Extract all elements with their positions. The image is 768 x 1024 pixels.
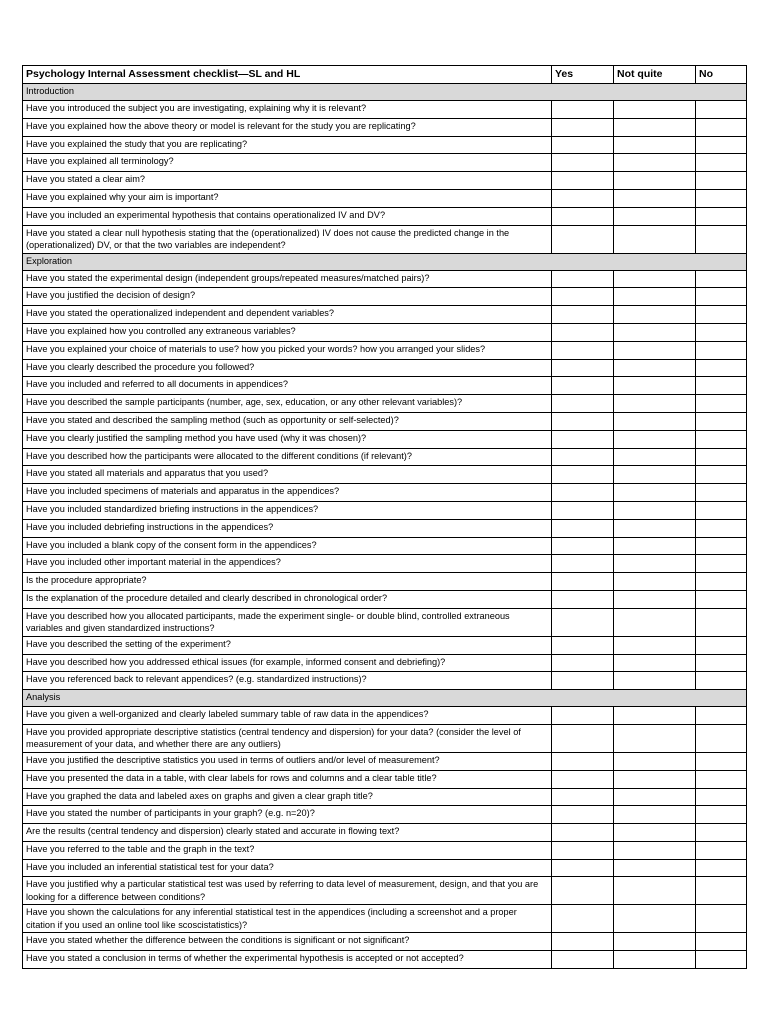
yes-cell[interactable] bbox=[552, 377, 614, 395]
not-quite-cell[interactable] bbox=[614, 136, 696, 154]
question-text: Have you justified why a particular statistical test was used by referring to data level of measurement, design, and that you are looking for a difference between conditions? bbox=[23, 877, 552, 905]
no-cell[interactable] bbox=[696, 118, 747, 136]
yes-cell[interactable] bbox=[552, 207, 614, 225]
yes-cell[interactable] bbox=[552, 519, 614, 537]
header-row bbox=[23, 66, 747, 84]
question-text: Have you included a blank copy of the consent form in the appendices? bbox=[23, 537, 552, 555]
question-text: Have you included other important material in the appendices? bbox=[23, 555, 552, 573]
checklist-row bbox=[23, 136, 747, 154]
yes-cell[interactable] bbox=[552, 501, 614, 519]
yes-cell[interactable] bbox=[552, 752, 614, 770]
not-quite-cell[interactable] bbox=[614, 323, 696, 341]
no-cell[interactable] bbox=[696, 724, 747, 752]
question-text: Have you described how the participants were allocated to the different conditions (if relevant)? bbox=[23, 448, 552, 466]
not-quite-cell[interactable] bbox=[614, 172, 696, 190]
question-text: Have you justified the descriptive statistics you used in terms of outliers and/or level of measurement? bbox=[23, 752, 552, 770]
not-quite-cell[interactable] bbox=[614, 306, 696, 324]
yes-cell[interactable] bbox=[552, 537, 614, 555]
no-cell[interactable] bbox=[696, 672, 747, 690]
no-cell[interactable] bbox=[696, 859, 747, 877]
question-text: Have you graphed the data and labeled axes on graphs and given a clear graph title? bbox=[23, 788, 552, 806]
question-text: Have you included and referred to all documents in appendices? bbox=[23, 377, 552, 395]
checklist-row bbox=[23, 466, 747, 484]
not-quite-cell[interactable] bbox=[614, 608, 696, 636]
not-quite-cell[interactable] bbox=[614, 118, 696, 136]
not-quite-cell[interactable] bbox=[614, 412, 696, 430]
no-cell[interactable] bbox=[696, 537, 747, 555]
no-cell[interactable] bbox=[696, 448, 747, 466]
question-text: Have you included standardized briefing instructions in the appendices? bbox=[23, 501, 552, 519]
yes-cell[interactable] bbox=[552, 189, 614, 207]
question-text: Have you justified the decision of design? bbox=[23, 288, 552, 306]
no-cell[interactable] bbox=[696, 877, 747, 905]
not-quite-cell[interactable] bbox=[614, 377, 696, 395]
question-text: Have you stated and described the sampling method (such as opportunity or self-selected)? bbox=[23, 412, 552, 430]
yes-cell[interactable] bbox=[552, 824, 614, 842]
question-text: Have you described how you allocated participants, made the experiment single- or double blind, controlled extraneous variables and given standardized instructions? bbox=[23, 608, 552, 636]
question-text: Have you clearly described the procedure you followed? bbox=[23, 359, 552, 377]
checklist-row bbox=[23, 590, 747, 608]
question-text: Have you explained how the above theory or model is relevant for the study you are replicating? bbox=[23, 118, 552, 136]
no-cell[interactable] bbox=[696, 501, 747, 519]
not-quite-cell[interactable] bbox=[614, 933, 696, 951]
no-cell[interactable] bbox=[696, 270, 747, 288]
no-cell[interactable] bbox=[696, 636, 747, 654]
no-cell[interactable] bbox=[696, 430, 747, 448]
yes-cell[interactable] bbox=[552, 859, 614, 877]
yes-column-header: Yes bbox=[552, 66, 614, 84]
no-cell[interactable] bbox=[696, 590, 747, 608]
question-text: Have you stated the operationalized independent and dependent variables? bbox=[23, 306, 552, 324]
no-cell[interactable] bbox=[696, 555, 747, 573]
checklist-row bbox=[23, 608, 747, 636]
checklist-row bbox=[23, 951, 747, 969]
no-cell[interactable] bbox=[696, 824, 747, 842]
no-cell[interactable] bbox=[696, 377, 747, 395]
yes-cell[interactable] bbox=[552, 905, 614, 933]
yes-cell[interactable] bbox=[552, 608, 614, 636]
yes-cell[interactable] bbox=[552, 654, 614, 672]
yes-cell[interactable] bbox=[552, 448, 614, 466]
not-quite-cell[interactable] bbox=[614, 555, 696, 573]
not-quite-cell[interactable] bbox=[614, 101, 696, 119]
yes-cell[interactable] bbox=[552, 877, 614, 905]
question-text: Have you included specimens of materials and apparatus in the appendices? bbox=[23, 484, 552, 502]
no-cell[interactable] bbox=[696, 136, 747, 154]
yes-cell[interactable] bbox=[552, 430, 614, 448]
not-quite-cell[interactable] bbox=[614, 537, 696, 555]
no-cell[interactable] bbox=[696, 412, 747, 430]
not-quite-cell[interactable] bbox=[614, 707, 696, 725]
no-cell[interactable] bbox=[696, 172, 747, 190]
not-quite-column-header: Not quite bbox=[614, 66, 696, 84]
question-text: Have you stated the number of participants in your graph? (e.g. n=20)? bbox=[23, 806, 552, 824]
no-cell[interactable] bbox=[696, 101, 747, 119]
question-text: Is the explanation of the procedure detailed and clearly described in chronological order? bbox=[23, 590, 552, 608]
not-quite-cell[interactable] bbox=[614, 590, 696, 608]
not-quite-cell[interactable] bbox=[614, 519, 696, 537]
yes-cell[interactable] bbox=[552, 636, 614, 654]
checklist-row bbox=[23, 101, 747, 119]
not-quite-cell[interactable] bbox=[614, 806, 696, 824]
section-header-row bbox=[23, 690, 747, 707]
checklist-row bbox=[23, 788, 747, 806]
checklist-row bbox=[23, 555, 747, 573]
not-quite-cell[interactable] bbox=[614, 225, 696, 253]
section-header-row bbox=[23, 84, 747, 101]
not-quite-cell[interactable] bbox=[614, 207, 696, 225]
no-cell[interactable] bbox=[696, 951, 747, 969]
checklist-row bbox=[23, 306, 747, 324]
yes-cell[interactable] bbox=[552, 573, 614, 591]
yes-cell[interactable] bbox=[552, 225, 614, 253]
yes-cell[interactable] bbox=[552, 341, 614, 359]
not-quite-cell[interactable] bbox=[614, 877, 696, 905]
checklist-row bbox=[23, 841, 747, 859]
checklist-row bbox=[23, 752, 747, 770]
no-cell[interactable] bbox=[696, 788, 747, 806]
yes-cell[interactable] bbox=[552, 270, 614, 288]
checklist-row bbox=[23, 537, 747, 555]
not-quite-cell[interactable] bbox=[614, 270, 696, 288]
checklist-row bbox=[23, 359, 747, 377]
yes-cell[interactable] bbox=[552, 154, 614, 172]
not-quite-cell[interactable] bbox=[614, 752, 696, 770]
checklist-row bbox=[23, 172, 747, 190]
yes-cell[interactable] bbox=[552, 707, 614, 725]
not-quite-cell[interactable] bbox=[614, 484, 696, 502]
not-quite-cell[interactable] bbox=[614, 905, 696, 933]
not-quite-cell[interactable] bbox=[614, 395, 696, 413]
checklist-row bbox=[23, 519, 747, 537]
not-quite-cell[interactable] bbox=[614, 573, 696, 591]
checklist-row bbox=[23, 859, 747, 877]
question-text: Are the results (central tendency and dispersion) clearly stated and accurate in flowing text? bbox=[23, 824, 552, 842]
no-cell[interactable] bbox=[696, 484, 747, 502]
no-cell[interactable] bbox=[696, 207, 747, 225]
question-text: Have you stated whether the difference between the conditions is significant or not significant? bbox=[23, 933, 552, 951]
checklist-row bbox=[23, 707, 747, 725]
question-text: Have you explained why your aim is important? bbox=[23, 189, 552, 207]
yes-cell[interactable] bbox=[552, 724, 614, 752]
question-text: Have you given a well-organized and clearly labeled summary table of raw data in the appendices? bbox=[23, 707, 552, 725]
question-text: Have you explained all terminology? bbox=[23, 154, 552, 172]
no-cell[interactable] bbox=[696, 395, 747, 413]
yes-cell[interactable] bbox=[552, 484, 614, 502]
yes-cell[interactable] bbox=[552, 788, 614, 806]
not-quite-cell[interactable] bbox=[614, 770, 696, 788]
checklist-title: Psychology Internal Assessment checklist—SL and HL bbox=[23, 66, 552, 84]
yes-cell[interactable] bbox=[552, 323, 614, 341]
checklist-body bbox=[23, 84, 747, 969]
question-text: Have you stated a conclusion in terms of whether the experimental hypothesis is accepted or not accepted? bbox=[23, 951, 552, 969]
section-title: Analysis bbox=[23, 690, 747, 707]
not-quite-cell[interactable] bbox=[614, 951, 696, 969]
question-text: Have you referenced back to relevant appendices? (e.g. standardized instructions)? bbox=[23, 672, 552, 690]
not-quite-cell[interactable] bbox=[614, 724, 696, 752]
checklist-row bbox=[23, 207, 747, 225]
checklist-row bbox=[23, 636, 747, 654]
checklist-row bbox=[23, 877, 747, 905]
checklist-row bbox=[23, 501, 747, 519]
question-text: Have you included an experimental hypothesis that contains operationalized IV and DV? bbox=[23, 207, 552, 225]
no-cell[interactable] bbox=[696, 323, 747, 341]
no-cell[interactable] bbox=[696, 154, 747, 172]
question-text: Is the procedure appropriate? bbox=[23, 573, 552, 591]
yes-cell[interactable] bbox=[552, 101, 614, 119]
not-quite-cell[interactable] bbox=[614, 154, 696, 172]
yes-cell[interactable] bbox=[552, 555, 614, 573]
question-text: Have you stated the experimental design (independent groups/repeated measures/matched pairs)? bbox=[23, 270, 552, 288]
question-text: Have you explained your choice of materials to use? how you picked your words? how you arranged your slides? bbox=[23, 341, 552, 359]
question-text: Have you stated a clear null hypothesis stating that the (operationalized) IV does not cause the predicted change in the (operationalized) DV, or that the two variables are independent? bbox=[23, 225, 552, 253]
question-text: Have you referred to the table and the graph in the text? bbox=[23, 841, 552, 859]
not-quite-cell[interactable] bbox=[614, 636, 696, 654]
no-cell[interactable] bbox=[696, 225, 747, 253]
no-cell[interactable] bbox=[696, 341, 747, 359]
yes-cell[interactable] bbox=[552, 590, 614, 608]
checklist-row bbox=[23, 288, 747, 306]
checklist-row bbox=[23, 484, 747, 502]
no-cell[interactable] bbox=[696, 707, 747, 725]
checklist-row bbox=[23, 448, 747, 466]
section-title: Exploration bbox=[23, 253, 747, 270]
checklist-row bbox=[23, 724, 747, 752]
not-quite-cell[interactable] bbox=[614, 430, 696, 448]
not-quite-cell[interactable] bbox=[614, 672, 696, 690]
checklist-row bbox=[23, 824, 747, 842]
question-text: Have you stated all materials and apparatus that you used? bbox=[23, 466, 552, 484]
yes-cell[interactable] bbox=[552, 770, 614, 788]
no-cell[interactable] bbox=[696, 933, 747, 951]
question-text: Have you included an inferential statistical test for your data? bbox=[23, 859, 552, 877]
question-text: Have you shown the calculations for any inferential statistical test in the appendices (including a screenshot and a proper citation if you used an online tool like scoscistatistics)? bbox=[23, 905, 552, 933]
checklist-row bbox=[23, 806, 747, 824]
checklist-row bbox=[23, 933, 747, 951]
question-text: Have you stated a clear aim? bbox=[23, 172, 552, 190]
section-header-row bbox=[23, 253, 747, 270]
question-text: Have you described how you addressed ethical issues (for example, informed consent and debriefing)? bbox=[23, 654, 552, 672]
not-quite-cell[interactable] bbox=[614, 189, 696, 207]
yes-cell[interactable] bbox=[552, 395, 614, 413]
checklist-row bbox=[23, 430, 747, 448]
no-cell[interactable] bbox=[696, 752, 747, 770]
not-quite-cell[interactable] bbox=[614, 654, 696, 672]
checklist-row bbox=[23, 270, 747, 288]
checklist-table bbox=[22, 65, 747, 969]
not-quite-cell[interactable] bbox=[614, 466, 696, 484]
checklist-row bbox=[23, 377, 747, 395]
checklist-row bbox=[23, 573, 747, 591]
checklist-row bbox=[23, 323, 747, 341]
checklist-row bbox=[23, 654, 747, 672]
yes-cell[interactable] bbox=[552, 841, 614, 859]
yes-cell[interactable] bbox=[552, 306, 614, 324]
question-text: Have you presented the data in a table, with clear labels for rows and columns and a clear table title? bbox=[23, 770, 552, 788]
not-quite-cell[interactable] bbox=[614, 788, 696, 806]
checklist-row bbox=[23, 189, 747, 207]
question-text: Have you introduced the subject you are investigating, explaining why it is relevant? bbox=[23, 101, 552, 119]
no-cell[interactable] bbox=[696, 519, 747, 537]
checklist-row bbox=[23, 672, 747, 690]
no-cell[interactable] bbox=[696, 770, 747, 788]
question-text: Have you clearly justified the sampling method you have used (why it was chosen)? bbox=[23, 430, 552, 448]
question-text: Have you included debriefing instructions in the appendices? bbox=[23, 519, 552, 537]
yes-cell[interactable] bbox=[552, 951, 614, 969]
no-cell[interactable] bbox=[696, 189, 747, 207]
yes-cell[interactable] bbox=[552, 136, 614, 154]
question-text: Have you explained how you controlled any extraneous variables? bbox=[23, 323, 552, 341]
checklist-row bbox=[23, 341, 747, 359]
no-cell[interactable] bbox=[696, 573, 747, 591]
no-cell[interactable] bbox=[696, 806, 747, 824]
no-cell[interactable] bbox=[696, 905, 747, 933]
no-cell[interactable] bbox=[696, 466, 747, 484]
yes-cell[interactable] bbox=[552, 288, 614, 306]
not-quite-cell[interactable] bbox=[614, 824, 696, 842]
yes-cell[interactable] bbox=[552, 412, 614, 430]
not-quite-cell[interactable] bbox=[614, 841, 696, 859]
yes-cell[interactable] bbox=[552, 172, 614, 190]
yes-cell[interactable] bbox=[552, 933, 614, 951]
question-text: Have you described the sample participants (number, age, sex, education, or any other relevant variables)? bbox=[23, 395, 552, 413]
checklist-row bbox=[23, 118, 747, 136]
yes-cell[interactable] bbox=[552, 118, 614, 136]
no-cell[interactable] bbox=[696, 841, 747, 859]
question-text: Have you explained the study that you are replicating? bbox=[23, 136, 552, 154]
section-title: Introduction bbox=[23, 84, 747, 101]
no-cell[interactable] bbox=[696, 359, 747, 377]
not-quite-cell[interactable] bbox=[614, 341, 696, 359]
yes-cell[interactable] bbox=[552, 359, 614, 377]
checklist-row bbox=[23, 412, 747, 430]
no-cell[interactable] bbox=[696, 288, 747, 306]
no-cell[interactable] bbox=[696, 306, 747, 324]
not-quite-cell[interactable] bbox=[614, 359, 696, 377]
checklist-row bbox=[23, 905, 747, 933]
no-cell[interactable] bbox=[696, 608, 747, 636]
checklist-row bbox=[23, 770, 747, 788]
question-text: Have you described the setting of the experiment? bbox=[23, 636, 552, 654]
yes-cell[interactable] bbox=[552, 806, 614, 824]
yes-cell[interactable] bbox=[552, 672, 614, 690]
checklist-row bbox=[23, 154, 747, 172]
question-text: Have you provided appropriate descriptive statistics (central tendency and dispersion) for your data? (consider the level of measurement of your data, and whether there are any outliers) bbox=[23, 724, 552, 752]
no-column-header: No bbox=[696, 66, 747, 84]
no-cell[interactable] bbox=[696, 654, 747, 672]
yes-cell[interactable] bbox=[552, 466, 614, 484]
checklist-row bbox=[23, 225, 747, 253]
not-quite-cell[interactable] bbox=[614, 448, 696, 466]
not-quite-cell[interactable] bbox=[614, 501, 696, 519]
not-quite-cell[interactable] bbox=[614, 859, 696, 877]
not-quite-cell[interactable] bbox=[614, 288, 696, 306]
checklist-row bbox=[23, 395, 747, 413]
